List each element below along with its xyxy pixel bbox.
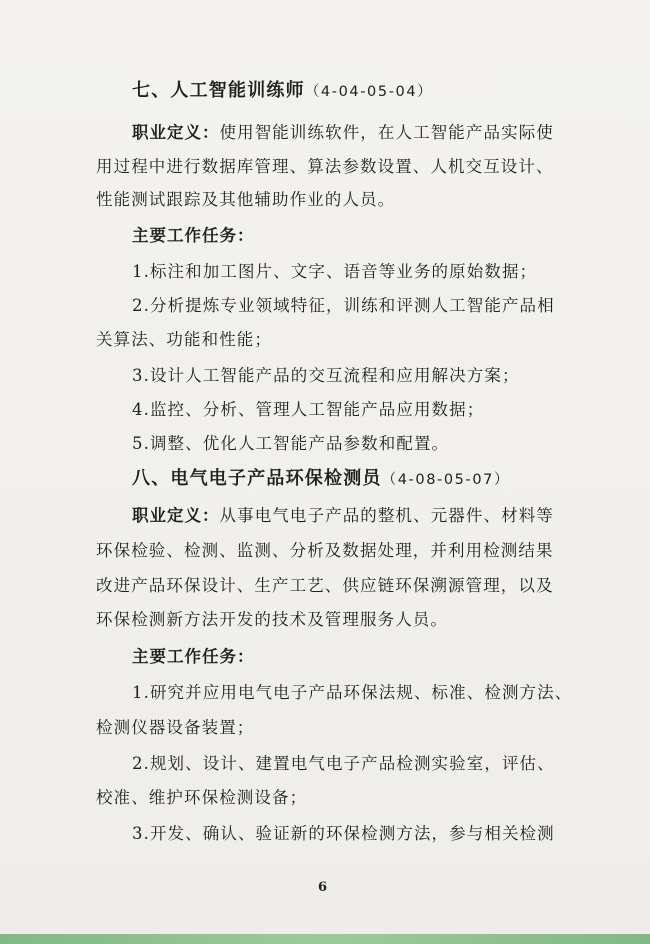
section-7-task-5: 5.调整、优化人工智能产品参数和配置。 — [132, 434, 450, 453]
section-8-tasks-label: 主要工作任务： — [132, 647, 255, 666]
section-8-task-2: 2.规划、设计、建置电气电子产品检测实验室，评估、 — [132, 754, 555, 773]
section-8-title: 八、电气电子产品环保检测员 — [132, 468, 382, 489]
section-8-task-1: 1.研究并应用电气电子产品环保法规、标准、检测方法、 — [132, 683, 573, 702]
section-8-task-3: 3.开发、确认、验证新的环保检测方法，参与相关检测 — [132, 824, 555, 843]
section-7-task-1: 1.标注和加工图片、文字、语音等业务的原始数据； — [132, 262, 538, 281]
section-7-task-3: 3.设计人工智能产品的交互流程和应用解决方案； — [132, 366, 520, 385]
page-number: 6 — [318, 880, 328, 895]
section-8-heading — [132, 469, 510, 490]
section-7-tasks-label: 主要工作任务： — [132, 226, 255, 245]
section-7-task-2-cont: 关算法、功能和性能； — [96, 330, 272, 349]
section-7-definition-line-2: 用过程中进行数据库管理、算法参数设置、人机交互设计、 — [96, 157, 554, 176]
section-8-definition-text-1: 从事电气电子产品的整机、元器件、材料等 — [219, 506, 554, 525]
section-8-definition-label: 职业定义： — [132, 506, 220, 525]
section-8-task-2-cont: 校准、维护环保检测设备； — [96, 788, 308, 807]
section-7-code: （4-04-05-04） — [304, 84, 434, 100]
section-7-definition-line-3: 性能测试跟踪及其他辅助作业的人员。 — [96, 190, 396, 209]
section-8-definition-line-2: 环保检验、检测、监测、分析及数据处理，并利用检测结果 — [96, 541, 554, 560]
section-7-heading — [132, 81, 433, 102]
section-7-task-2: 2.分析提炼专业领域特征，训练和评测人工智能产品相 — [132, 296, 555, 315]
bottom-edge-strip — [0, 934, 650, 944]
section-7-title: 七、人工智能训练师 — [132, 80, 305, 101]
section-8-definition-line-3: 改进产品环保设计、生产工艺、供应链环保溯源管理，以及 — [96, 576, 554, 595]
section-8-task-1-cont: 检测仪器设备装置； — [96, 718, 255, 737]
section-8-definition-line-4: 环保检测新方法开发的技术及管理服务人员。 — [96, 610, 448, 629]
section-7-definition-label: 职业定义： — [132, 123, 220, 142]
section-7-definition-line-1 — [132, 123, 554, 143]
section-8-definition-line-1 — [132, 506, 554, 526]
section-7-definition-text-1: 使用智能训练软件，在人工智能产品实际使 — [219, 123, 554, 142]
section-7-task-4: 4.监控、分析、管理人工智能产品应用数据； — [132, 400, 485, 419]
section-8-code: （4-08-05-07） — [381, 472, 511, 488]
